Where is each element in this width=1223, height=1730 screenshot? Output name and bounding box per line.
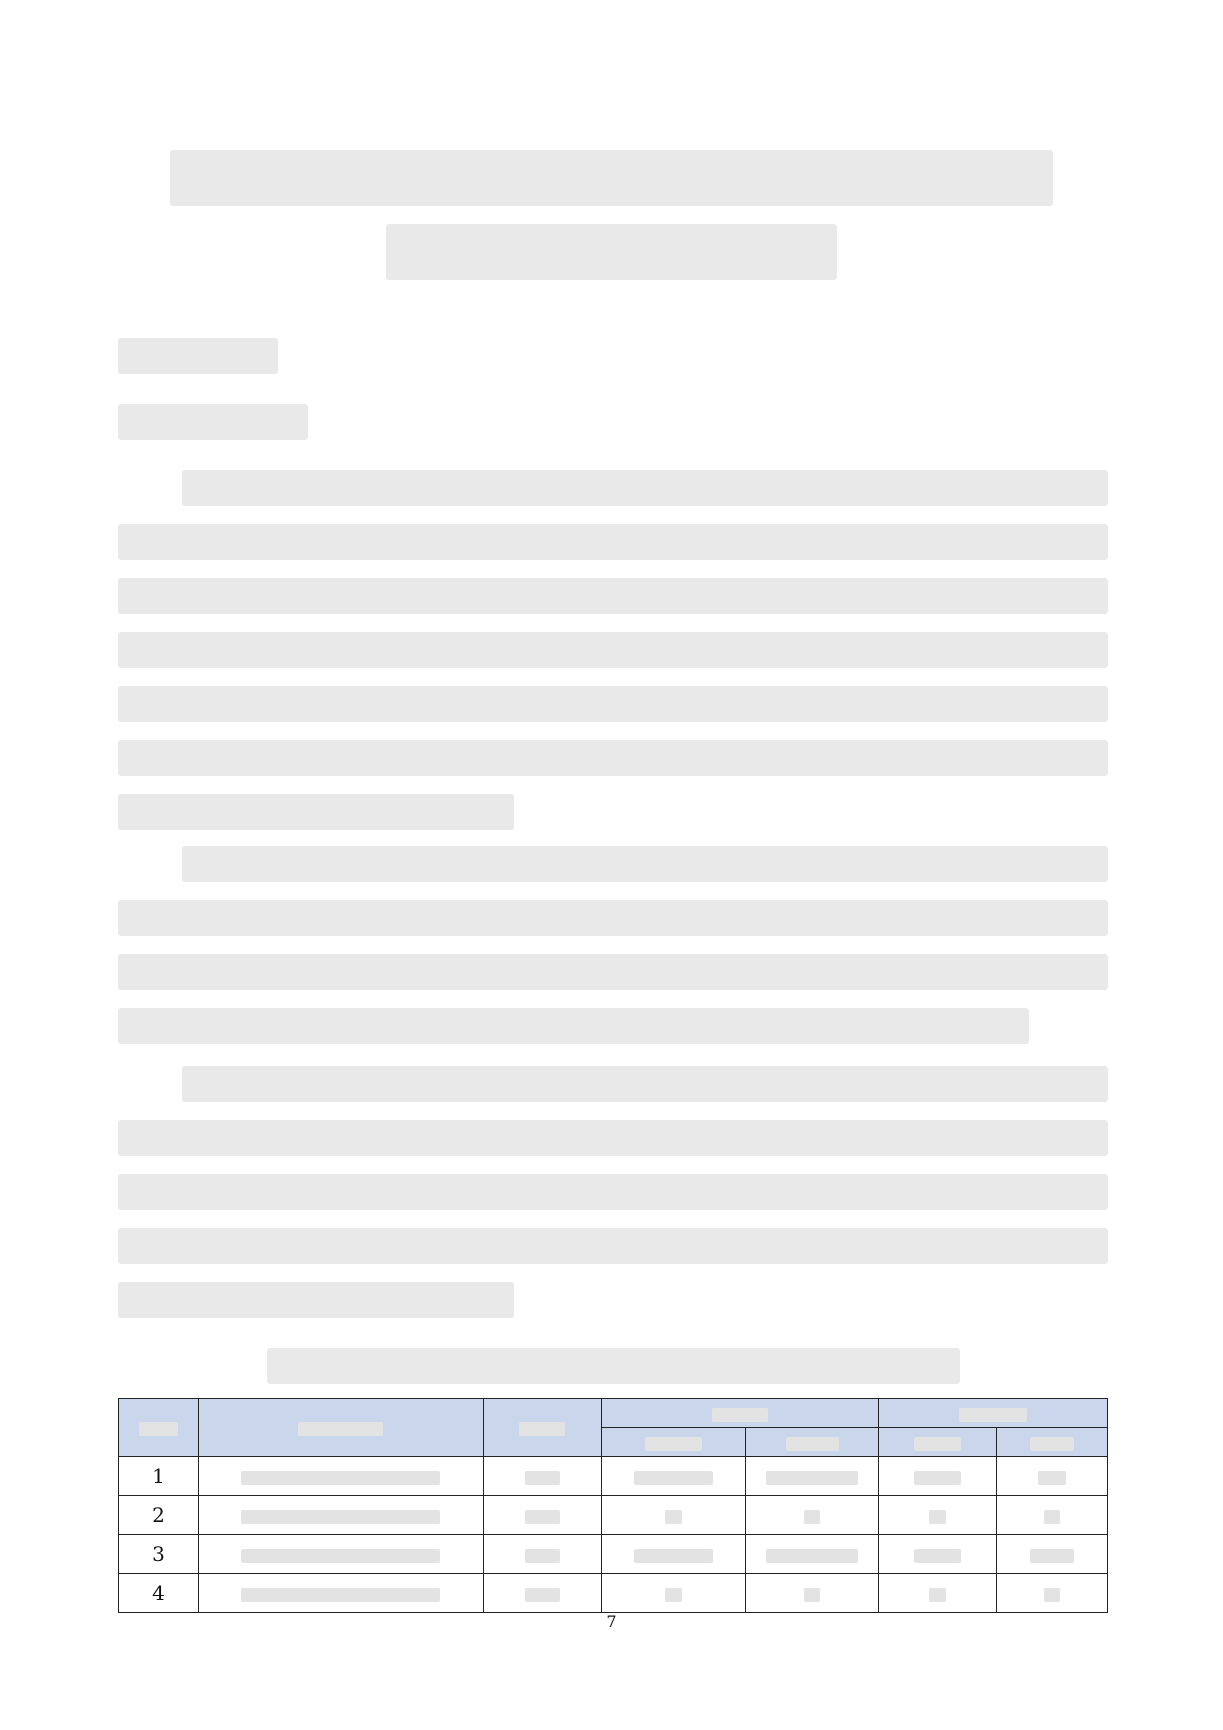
row-index: 4 xyxy=(119,1574,199,1613)
table-row xyxy=(119,1457,1108,1496)
col-value-group-header xyxy=(601,1399,879,1428)
row-index: 2 xyxy=(119,1496,199,1535)
table-row xyxy=(119,1535,1108,1574)
paragraph-1 xyxy=(118,470,1108,848)
page-number: 7 xyxy=(606,1612,617,1631)
col-value-y2 xyxy=(746,1428,879,1457)
col-index-header xyxy=(119,1399,199,1457)
row-index: 1 xyxy=(119,1457,199,1496)
col-unit-header xyxy=(483,1399,601,1457)
table-row xyxy=(119,1574,1108,1613)
col-value-y1 xyxy=(601,1428,746,1457)
row-index: 3 xyxy=(119,1535,199,1574)
col-per-y1 xyxy=(879,1428,997,1457)
col-per-y2 xyxy=(997,1428,1108,1457)
table-caption xyxy=(118,1348,1108,1384)
resource-table xyxy=(118,1398,1108,1613)
col-name-header xyxy=(198,1399,483,1457)
section-heading xyxy=(118,338,278,374)
paragraph-3 xyxy=(118,1066,1108,1336)
paragraph-2 xyxy=(118,846,1108,1062)
table-row xyxy=(119,1496,1108,1535)
col-per-student-group-header xyxy=(879,1399,1108,1428)
subsection-heading xyxy=(118,404,308,440)
report-title xyxy=(110,150,1113,280)
